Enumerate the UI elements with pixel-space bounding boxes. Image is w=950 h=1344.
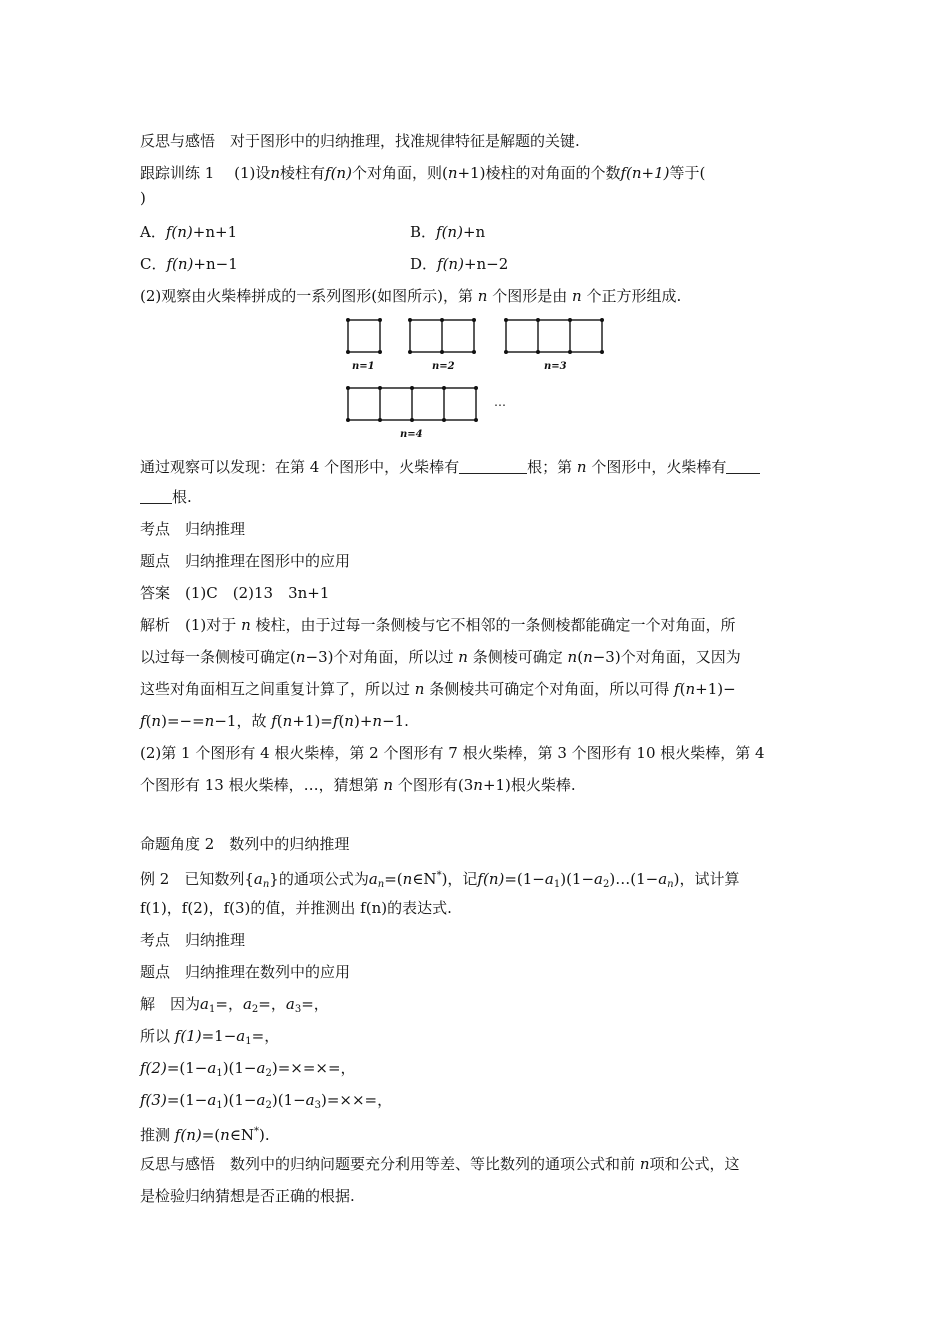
- training-question-1-close: ): [140, 189, 146, 207]
- fig-ellipsis: …: [494, 395, 506, 409]
- blank-2a: [726, 459, 760, 474]
- analysis-line-2: 以过每一条侧棱可确定(n−3)个对角面，所以过 n 条侧棱可确定 n(n−3)个对角面，又因为: [140, 648, 741, 666]
- option-c: C．: [140, 255, 167, 273]
- fig-label-n2: n=2: [432, 361, 455, 372]
- analysis-line-3: 这些对角面相互之间重复计算了，所以过 n 条侧棱共可确定个对角面，所以可得 f(n+1)−: [140, 680, 736, 698]
- options-row-1: A．f(n)+n+1 B．f(n)+n: [140, 223, 486, 241]
- example-2-line-2: f(1)，f(2)，f(3)的值，并推测出 f(n)的表达式.: [140, 899, 452, 917]
- section-2-title: 命题角度 2 数列中的归纳推理: [140, 835, 350, 853]
- fig-label-n1: n=1: [352, 361, 375, 372]
- training-question-2-blanks: 通过观察可以发现：在第 4 个图形中，火柴棒有 根；第 n 个图形中，火柴棒有: [140, 457, 760, 477]
- analysis-line-4: f(n)=−=n−1，故 f(n+1)=f(n)+n−1.: [140, 712, 409, 730]
- reflection-2-line-1: 反思与感悟 数列中的归纳问题要充分利用等差、等比数列的通项公式和前 n项和公式，这: [140, 1155, 740, 1173]
- reflection-line-1: 反思与感悟 对于图形中的归纳推理，找准规律特征是解题的关键.: [140, 132, 580, 150]
- solution-line-1: 解 因为$a_1=$，$a_2=$，$a_3=$，: [140, 995, 329, 1015]
- fig-label-n3: n=3: [544, 361, 567, 372]
- tidian-1: 题点 归纳推理在图形中的应用: [140, 552, 351, 570]
- option-d: D．f(n)+n−2: [410, 255, 509, 273]
- option-a: A．: [140, 223, 166, 241]
- tidian-2: 题点 归纳推理在数列中的应用: [140, 963, 351, 981]
- kaodian-1: 考点 归纳推理: [140, 520, 246, 538]
- reflection-2-line-2: 是检验归纳猜想是否正确的根据.: [140, 1187, 355, 1205]
- kaodian-2: 考点 归纳推理: [140, 931, 246, 949]
- blank-2b: [140, 489, 172, 504]
- analysis-line-6: 个图形有 13 根火柴棒，…，猜想第 n 个图形有(3n+1)根火柴棒.: [140, 776, 576, 794]
- option-b: B．f(n)+n: [410, 223, 486, 241]
- training-question-2: (2)观察由火柴棒拼成的一系列图形(如图所示)，第 n 个图形是由 n 个正方形组成.: [140, 287, 682, 305]
- solution-line-2: 所以 $f(1)=1-a_1=$，: [140, 1027, 280, 1047]
- fig-label-n4: n=4: [400, 429, 423, 440]
- training-question-1: 跟踪训练 1 (1)设n棱柱有f(n)个对角面，则(n+1)棱柱的对角面的个数f(n+1)等于(: [140, 164, 706, 182]
- solution-line-5: 推测 f(n)=(n∈N*).: [140, 1126, 270, 1144]
- analysis-line-1: 解析 (1)对于 n 棱柱，由于过每一条侧棱与它不相邻的一条侧棱都能确定一个对角面，所: [140, 616, 736, 634]
- solution-line-4: $f(3)=(1-a_1)(1-a_2)(1-a_3)=\times\times=$，: [140, 1091, 393, 1111]
- training-question-2-end: 根.: [140, 487, 192, 507]
- options-row-2: C．f(n)+n−1 D．f(n)+n−2: [140, 255, 509, 273]
- example-2-line-1: 例 2 已知数列$\{a_n\}$的通项公式为$a_n=(n\in N^*)$，记$f(n)=(1-a_1)(1-a_2)\dots(1-a_n)$，试计算: [140, 870, 740, 890]
- matchstick-figure: [338, 312, 618, 444]
- solution-line-3: $f(2)=(1-a_1)(1-a_2)=\times=\times=$，: [140, 1059, 356, 1079]
- answer-line: 答案 (1)C (2)13 3n+1: [140, 584, 330, 602]
- analysis-line-5: (2)第 1 个图形有 4 根火柴棒，第 2 个图形有 7 根火柴棒，第 3 个图形有 10 根火柴棒，第 4: [140, 744, 765, 762]
- blank-1: [459, 459, 527, 474]
